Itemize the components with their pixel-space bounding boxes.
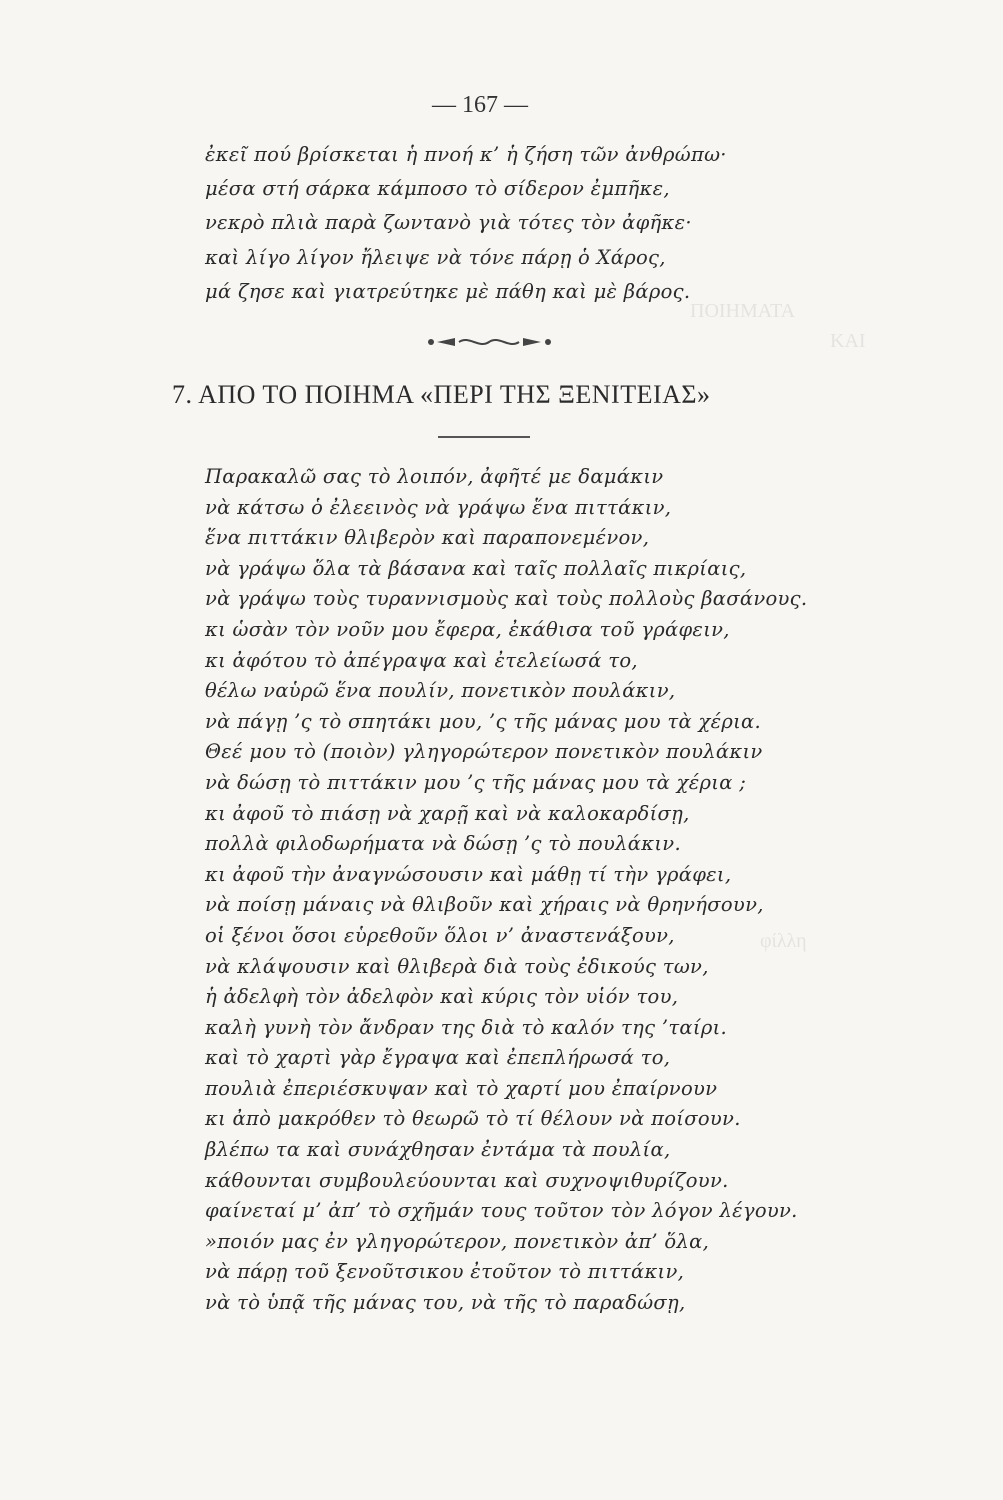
poem-fragment-top (205, 138, 825, 309)
verse-line: κι ἀπὸ μακρόθεν τὸ θεωρῶ τὸ τί θέλουν νὰ ποίσουν. (205, 1107, 741, 1131)
verse-line: νεκρὸ πλιὰ παρὰ ζωντανὸ γιὰ τότες τὸν ἀφῆκε· (205, 211, 692, 235)
bleed-through-text: ΠΟΙΗΜΑΤΑ (690, 300, 796, 322)
heading-rule (438, 436, 530, 438)
verse-line: μά ζησε καὶ γιατρεύτηκε μὲ πάθη καὶ μὲ βάρος. (205, 279, 691, 303)
verse-line: πολλὰ φιλοδωρήματα νὰ δώσῃ ’ς τὸ πουλάκιν. (205, 832, 681, 856)
verse-line: κάθουνται συμβουλεύουνται καὶ συχνοψιθυρίζουν. (205, 1168, 729, 1192)
verse-line: καὶ τὸ χαρτὶ γὰρ ἔγραψα καὶ ἐπεπλήρωσά το, (205, 1046, 671, 1070)
verse-line: ἡ ἀδελφὴ τὸν ἀδελφὸν καὶ κύρις τὸν υἱόν του, (205, 985, 679, 1009)
verse-line: φαίνεταί μ’ ἀπ’ τὸ σχῆμάν τους τοῦτον τὸν λόγον λέγουν. (205, 1199, 798, 1223)
verse-line: κι ἀφοῦ τὴν ἀναγνώσουσιν καὶ μάθῃ τί τὴν γράφει, (205, 862, 732, 886)
section-heading: 7. ΑΠΟ ΤΟ ΠΟΙΗΜΑ «ΠΕΡΙ ΤΗΣ ΞΕΝΙΤΕΙΑΣ» (172, 380, 711, 409)
verse-line: βλέπω τα καὶ συνάχθησαν ἐντάμα τὰ πουλία, (205, 1138, 671, 1162)
verse-line: καὶ λίγο λίγον ἤλειψε νὰ τόνε πάρῃ ὁ Χάρος, (205, 245, 666, 269)
verse-line: κι ἀφοῦ τὸ πιάσῃ νὰ χαρῇ καὶ νὰ καλοκαρδίσῃ, (205, 801, 690, 825)
verse-line: νὰ κάτσω ὁ ἐλεεινὸς νὰ γράψω ἕνα πιττάκιν, (205, 495, 672, 519)
ornament-divider (425, 335, 555, 349)
verse-line: ἕνα πιττάκιν θλιβερὸν καὶ παραπονεμένον, (205, 526, 650, 550)
verse-line: νὰ δώσῃ τὸ πιττάκιν μου ’ς τῆς μάνας μου τὰ χέρια ; (205, 770, 747, 794)
verse-line: Παρακαλῶ σας τὸ λοιπόν, ἀφῆτέ με δαμάκιν (205, 465, 664, 488)
verse-line: »ποιόν μας ἐν γληγορώτερον, πονετικὸν ἀπ’ ὅλα, (205, 1229, 710, 1253)
verse-line: Θεέ μου τὸ (ποιὸν) γληγορώτερον πονετικὸν πουλάκιν (205, 740, 763, 764)
verse-line: νὰ γράψω τοὺς τυραννισμοὺς καὶ τοὺς πολλοὺς βασάνους. (205, 587, 808, 611)
verse-line: νὰ τὸ ὑπᾷ τῆς μάνας του, νὰ τῆς τὸ παραδώσῃ, (205, 1291, 686, 1315)
verse-line: καλὴ γυνὴ τὸν ἄνδραν της διὰ τὸ καλόν της ’ταίρι. (205, 1015, 728, 1039)
verse-line: πουλιὰ ἐπεριέσκυψαν καὶ τὸ χαρτί μου ἐπαίρνουν (205, 1076, 718, 1100)
bleed-through-text: φίλλη (760, 930, 807, 952)
verse-line: νὰ ποίσῃ μάναις νὰ θλιβοῦν καὶ χήραις νὰ θρηνήσουν, (205, 893, 764, 917)
poem-body (205, 462, 845, 1319)
verse-line: νὰ πάγῃ ’ς τὸ σπητάκι μου, ’ς τῆς μάνας μου τὰ χέρια. (205, 709, 762, 733)
verse-line: κι ὡσὰν τὸν νοῦν μου ἔφερα, ἐκάθισα τοῦ γράφειν, (205, 617, 730, 641)
verse-line: ἐκεῖ πού βρίσκεται ἡ πνοή κ’ ἡ ζήση τῶν ἀνθρώπω· (205, 143, 727, 166)
verse-line: οἱ ξένοι ὅσοι εὑρεθοῦν ὅλοι ν’ ἀναστενάξουν, (205, 923, 675, 947)
page-number: — 167 — (432, 92, 528, 118)
verse-line: θέλω ναὑρῶ ἕνα πουλίν, πονετικὸν πουλάκιν, (205, 679, 676, 703)
verse-line: μέσα στή σάρκα κάμποσο τὸ σίδερον ἐμπῆκε, (205, 177, 670, 201)
verse-line: νὰ γράψω ὅλα τὰ βάσανα καὶ ταῖς πολλαῖς πικρίαις, (205, 556, 747, 580)
verse-line: κι ἀφότου τὸ ἀπέγραψα καὶ ἐτελείωσά το, (205, 648, 638, 672)
verse-line: νὰ κλάψουσιν καὶ θλιβερὰ διὰ τοὺς ἐδικούς των, (205, 954, 709, 978)
bleed-through-text: ΚΑΙ (830, 330, 866, 352)
verse-line: νὰ πάρῃ τοῦ ξενοῦτσικου ἐτοῦτον τὸ πιττάκιν, (205, 1260, 685, 1284)
